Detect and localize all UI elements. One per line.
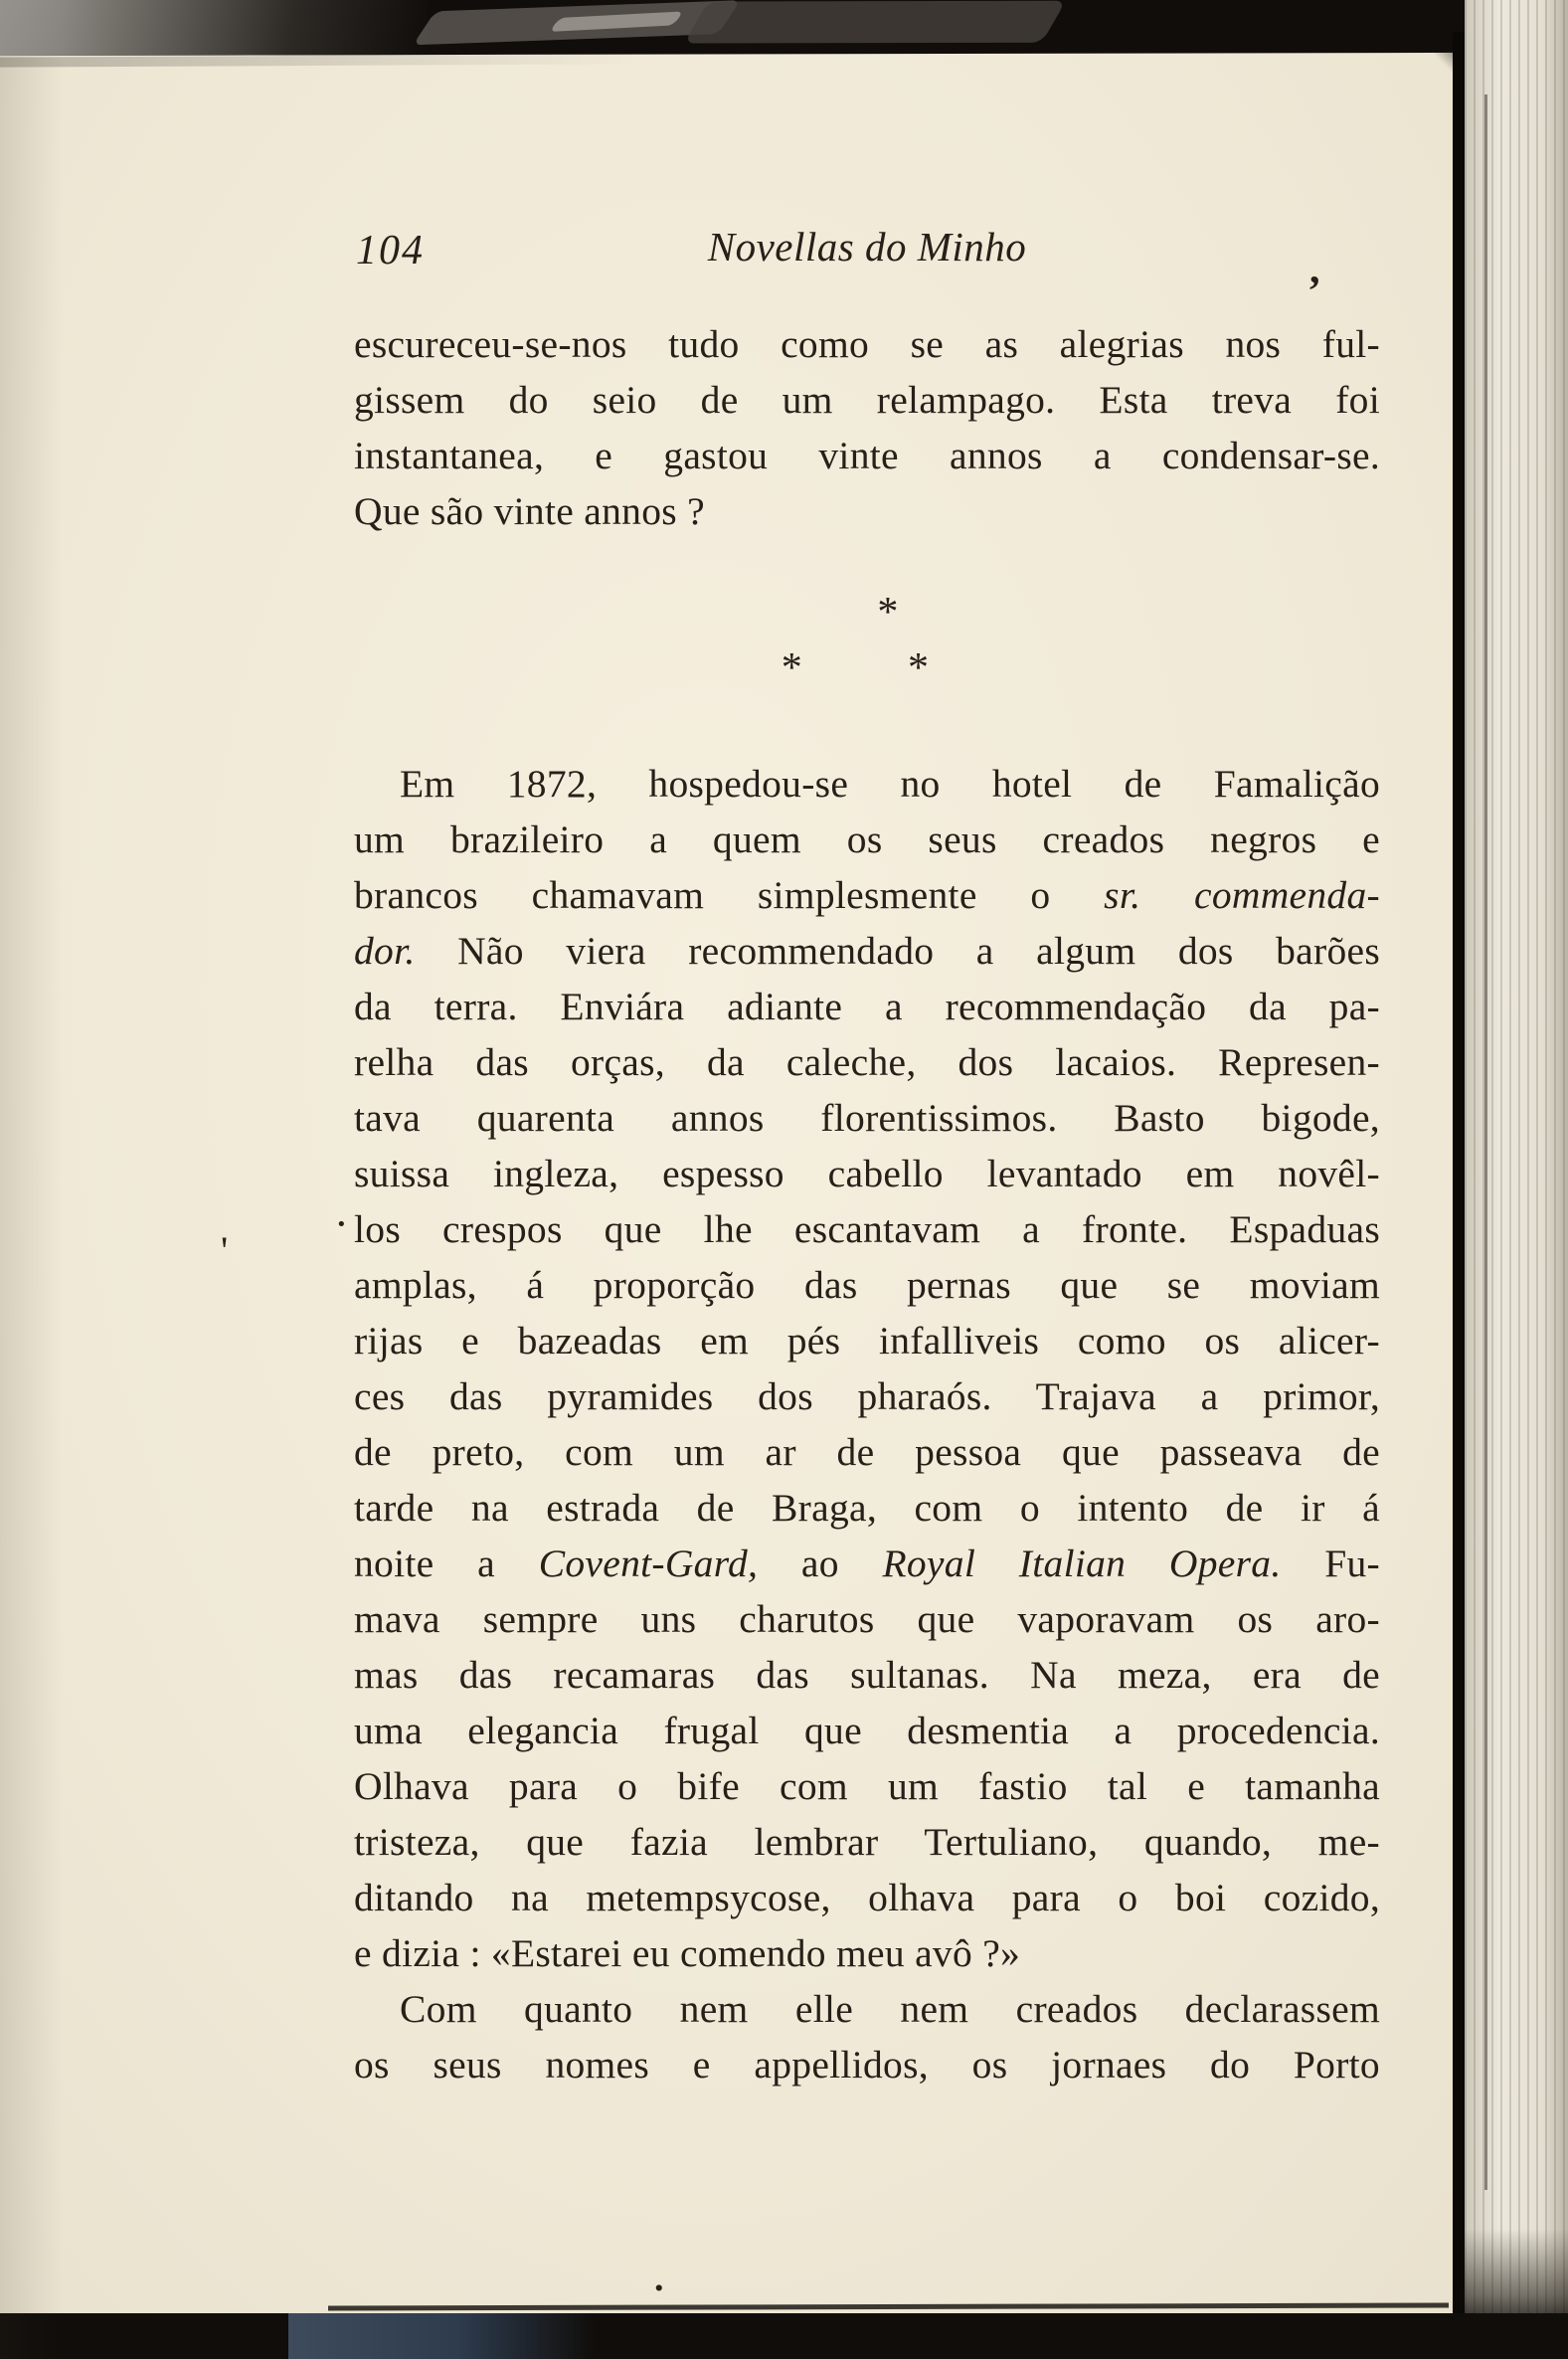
text-line: amplas, á proporção das pernas que se moviam [354,1263,1380,1307]
stray-ink-mark: . [654,2258,664,2299]
text-line: Olhava para o bife com um fastio tal e tamanha [354,1764,1380,1808]
scan-artifact-line [328,2303,1449,2311]
asterisk: * [877,590,899,635]
text-line: da terra. Enviára adiante a recommendação da pa- [354,985,1380,1028]
paragraph [354,756,1380,1981]
text-line: ditando na metempsycose, olhava para o boi cozido, [354,1876,1380,1919]
text-line: Em 1872, hospedou-se no hotel de Famalição [400,762,1380,806]
text-line: mas das recamaras das sultanas. Na meza, era de [354,1653,1380,1697]
scan-artifact-shadow [0,54,636,67]
asterisk: * [908,645,930,691]
stray-ink-mark: · [336,1205,347,1241]
text-line: suissa ingleza, espesso cabello levantado em novêl- [354,1152,1380,1195]
scan-artifact-shape [684,1,1066,44]
paragraph [354,1981,1380,2092]
text-line: tava quarenta annos florentissimos. Basto bigode, [354,1096,1380,1140]
scan-artifact-top-band [0,0,1568,56]
paragraph [354,316,1380,539]
text-line: Que são vinte annos ? [354,489,705,533]
text-line: uma elegancia frugal que desmentia a procedencia. [354,1709,1380,1752]
text-line: um brazileiro a quem os seus creados negros e [354,817,1380,861]
text-line: dor. Não viera recommendado a algum dos barões [354,929,1380,973]
text-line: de preto, com um ar de pessoa que passeava de [354,1430,1380,1474]
book-pages-edge [1465,0,1568,2359]
running-title: Novellas do Minho [707,224,1027,270]
page-number: 104 [356,228,425,273]
text-line: os seus nomes e appellidos, os jornaes do Porto [354,2043,1380,2087]
text-line: ces das pyramides dos pharaós. Trajava a primor, [354,1374,1380,1418]
asterisk: * [781,645,802,691]
scan-artifact-bottom-band [0,2313,1568,2359]
text-line: e dizia : «Estarei eu comendo meu avô ?» [354,1931,1021,1975]
text-column [354,316,1380,2092]
text-line: gissem do seio de um relampago. Esta treva foi [354,378,1380,422]
running-header [354,223,1380,292]
text-line: rijas e bazeadas em pés infalliveis como os alicer- [354,1319,1380,1362]
scan-artifact-tint [288,2313,597,2359]
text-line: mava sempre uns charutos que vaporavam os aro- [354,1597,1380,1641]
text-line: Com quanto nem elle nem creados declarassem [400,1987,1380,2031]
text-line: tarde na estrada de Braga, com o intento de ir á [354,1486,1380,1530]
stray-ink-mark: ' [221,1228,229,1273]
text-line: brancos chamavam simplesmente o sr. commenda- [354,873,1380,917]
book-cover-edge-line [1453,32,1465,2335]
text-line: noite a Covent-Gard, ao Royal Italian Opera. Fu- [354,1542,1381,1585]
text-line: los crespos que lhe escantavam a fronte. Espaduas [354,1207,1380,1251]
scan-artifact-shape [0,0,428,56]
text-line: relha das orças, da caleche, dos lacaios. Represen- [354,1040,1380,1084]
section-separator [354,585,1380,692]
ink-mark: , [1309,247,1320,292]
text-line: escureceu-se-nos tudo como se as alegrias nos ful- [354,322,1380,366]
text-line: instantanea, e gastou vinte annos a condensar-se. [354,434,1380,477]
text-line: tristeza, que fazia lembrar Tertuliano, quando, me- [354,1820,1380,1864]
